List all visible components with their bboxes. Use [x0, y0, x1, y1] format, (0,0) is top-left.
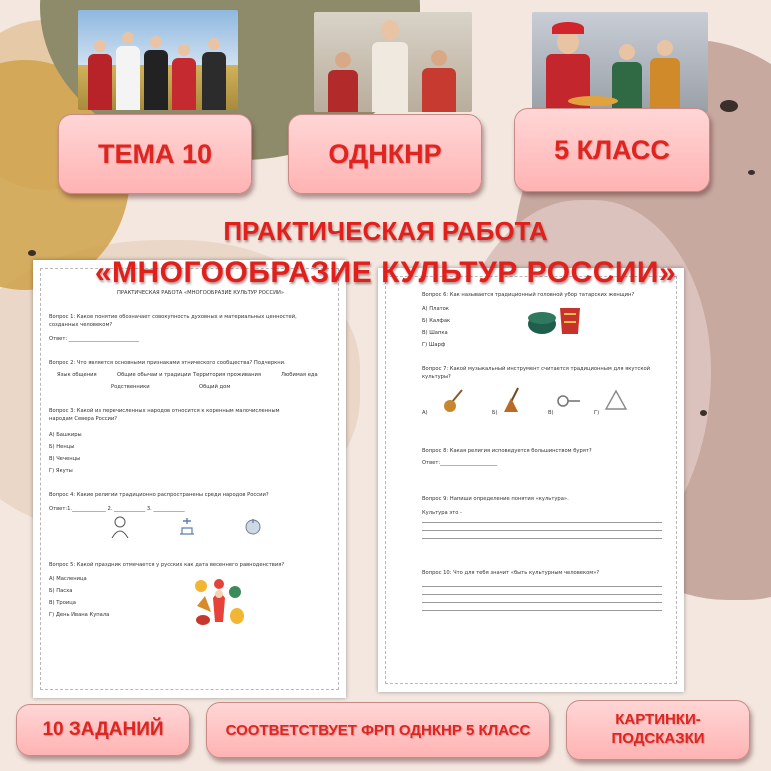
question-6-option: В) Шапка: [422, 330, 448, 336]
question-9: Вопрос 9: Напиши определение понятия «культура».: [422, 496, 569, 502]
question-3-option: А) Башкиры: [49, 432, 82, 438]
question-1-answer: Ответ: ___________________________: [49, 336, 139, 342]
answer-line: [422, 522, 662, 523]
question-8: Вопрос 8: Какая религия исповедуется большинством бурят?: [422, 448, 592, 454]
subject-badge: [288, 114, 482, 194]
question-2-option: Язык общения: [57, 372, 97, 378]
question-6-option: Б) Калфак: [422, 318, 451, 324]
answer-line: [422, 610, 662, 611]
question-1: Вопрос 1: Какое понятие обозначает совокупность духовных и материальных ценностей,: [49, 314, 297, 320]
question-1-cont: созданных человеком?: [49, 322, 113, 328]
grade-badge: [514, 108, 710, 192]
question-7-option: В): [548, 410, 554, 416]
answer-line: [422, 594, 662, 595]
worksheet-page-2: [378, 268, 684, 692]
photo-traditional-women: [314, 12, 472, 112]
question-2-option: Любимая еда: [281, 372, 318, 378]
question-3-cont: народам Севера России?: [49, 416, 118, 422]
worksheet-page-1: [33, 260, 346, 698]
question-8-answer: Ответ:______________________: [422, 460, 498, 466]
question-5: Вопрос 5: Какой праздник отмечается у русских как дата весеннего равноденствия?: [49, 562, 285, 568]
question-2-option: Общие обычаи и традиции: [117, 372, 191, 378]
answer-line: [422, 586, 662, 587]
question-4: Вопрос 4: Какие религии традиционно распространены среди народов России?: [49, 492, 269, 498]
question-9-cont: Культура это -: [422, 510, 462, 516]
topic-label: ТЕМА 10: [97, 138, 213, 169]
title-line-1: ПРАКТИЧЕСКАЯ РАБОТА: [223, 216, 548, 246]
question-2-option: Общий дом: [199, 384, 231, 390]
photo-maslenitsa-festival: [532, 12, 708, 112]
kalfak-icon: [524, 302, 584, 338]
maslenitsa-icon: [191, 578, 247, 628]
question-4-answer: Ответ:1._____________ 2. ____________ 3. ____________: [49, 506, 185, 512]
answer-line: [422, 602, 662, 603]
balalaika-icon: [502, 386, 524, 414]
question-2-option: Родственники: [111, 384, 150, 390]
question-3: Вопрос 3: Какой из перечисленных народов относится к коренным малочисленным: [49, 408, 280, 414]
question-5-option: Г) День Ивана Купала: [49, 612, 110, 618]
question-3-option: Б) Ненцы: [49, 444, 75, 450]
photo-folk-dancers: [78, 10, 238, 110]
question-7: Вопрос 7: Какой музыкальный инструмент считается традиционным для якутской: [422, 366, 651, 372]
standard-badge: [206, 702, 550, 758]
guitar-icon: [442, 388, 466, 414]
question-6-option: Г) Шарф: [422, 342, 446, 348]
answer-line: [422, 538, 662, 539]
khomus-icon: [556, 394, 582, 408]
buddhism-icon: [243, 516, 263, 536]
triangle-icon: [604, 388, 628, 412]
question-3-option: Г) Якуты: [49, 468, 73, 474]
question-5-option: В) Троица: [49, 600, 76, 606]
title-line-2: «МНОГООБРАЗИЕ КУЛЬТУР РОССИИ»: [94, 256, 677, 289]
question-7-option: А): [422, 410, 428, 416]
standard-label: СООТВЕТСТВУЕТ ФРП ОДНКНР 5 КЛАСС: [225, 721, 531, 739]
question-7-cont: культуры?: [422, 374, 451, 380]
answer-line: [422, 530, 662, 531]
grade-label: 5 КЛАСС: [554, 134, 670, 165]
question-6: Вопрос 6: Как называется традиционный головной убор татарских женщин?: [422, 292, 635, 298]
question-5-option: Б) Пасха: [49, 588, 73, 594]
question-3-option: В) Чеченцы: [49, 456, 81, 462]
mosque-icon: [177, 516, 197, 536]
question-2: Вопрос 2: Что является основными признаками этнического сообщества? Подчеркни.: [49, 360, 286, 366]
tasks-label: 10 ЗАДАНИЙ: [42, 719, 164, 740]
topic-badge: [58, 114, 252, 194]
worksheet-header: ПРАКТИЧЕСКАЯ РАБОТА «МНОГООБРАЗИЕ КУЛЬТУР РОССИИ»: [117, 290, 285, 296]
question-5-option: А) Масленица: [49, 576, 87, 582]
question-10: Вопрос 10: Что для тебя значит «быть культурным человеком»?: [422, 570, 600, 576]
jesus-portrait-icon: [109, 514, 131, 538]
question-2-option: Территория проживания: [193, 372, 261, 378]
tasks-badge: [16, 704, 190, 756]
hints-badge: [566, 700, 750, 760]
question-7-option: Б): [492, 410, 498, 416]
question-7-option: Г): [594, 410, 600, 416]
subject-label: ОДНКНР: [328, 138, 442, 169]
hints-label: КАРТИНКИ-ПОДСКАЗКИ: [611, 711, 705, 747]
question-6-option: А) Платок: [422, 306, 449, 312]
